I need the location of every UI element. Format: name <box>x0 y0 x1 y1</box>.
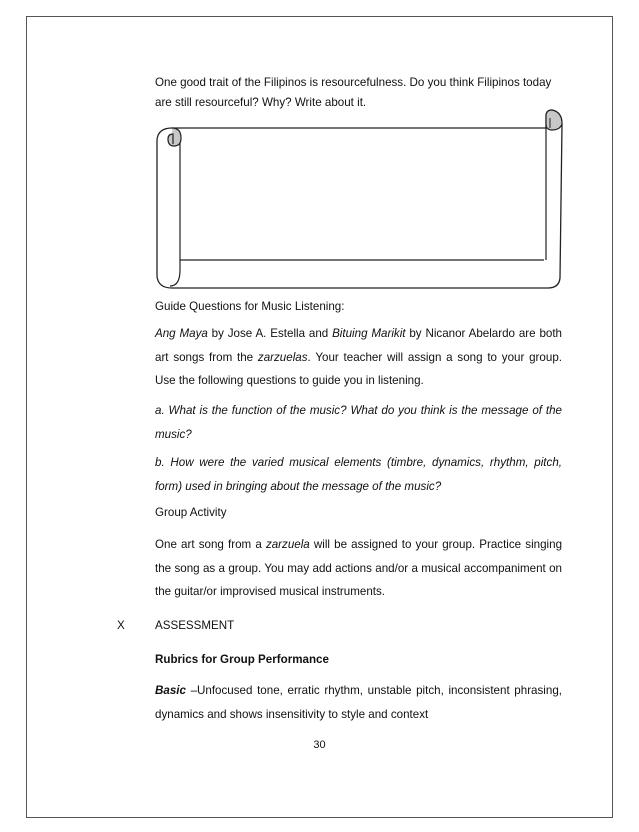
rubrics-heading: Rubrics for Group Performance <box>155 653 329 666</box>
question-a: a. What is the function of the music? What do you think is the message of the music? <box>155 404 562 441</box>
intro-line-2: are still resourceful? Why? Write about it. <box>155 96 367 109</box>
song-title-bituing-marikit: Bituing Marikit <box>332 327 406 340</box>
group-activity-text <box>155 533 562 604</box>
song-title-ang-maya: Ang Maya <box>155 327 208 340</box>
question-b: b. How were the varied musical elements (timbre, dynamics, rhythm, pitch, form) used in bringing about the message of the music? <box>155 456 562 493</box>
assessment-title: ASSESSMENT <box>155 619 235 632</box>
guide-text-1: by Jose A. Estella and <box>207 327 333 340</box>
page-number: 30 <box>313 739 326 751</box>
group-activity-text-2: will be assigned to your group. Practice singing the song as a group. You may add actions and/or a musical accompaniment on the guitar/or improvised musical instruments. <box>155 538 563 598</box>
intro-prompt <box>155 73 562 113</box>
guide-text-3: . Your teacher will assign a song to your group. Use the following questions to guide you in listening. <box>155 350 562 387</box>
guide-heading: Guide Questions for Music Listening: <box>155 300 345 313</box>
group-activity-heading: Group Activity <box>155 506 227 519</box>
zarzuelas-term: zarzuelas <box>257 350 308 364</box>
basic-label: Basic <box>155 684 186 697</box>
guide-paragraph <box>155 322 562 393</box>
basic-text: –Unfocused tone, erratic rhythm, unstable pitch, inconsistent phrasing, dynamics and shows insensitivity to style and context <box>155 684 562 721</box>
basic-rubric <box>155 679 562 726</box>
group-activity-text-1: One art song from a <box>155 538 266 551</box>
guide-text-2: by Nicanor Abelardo are both art songs from the <box>155 327 563 364</box>
scroll-writing-area[interactable] <box>150 108 570 290</box>
zarzuela-term: zarzuela <box>265 538 310 551</box>
intro-line-1: One good trait of the Filipinos is resourcefulness. Do you think Filipinos today <box>155 76 552 89</box>
section-number: X <box>117 619 125 632</box>
